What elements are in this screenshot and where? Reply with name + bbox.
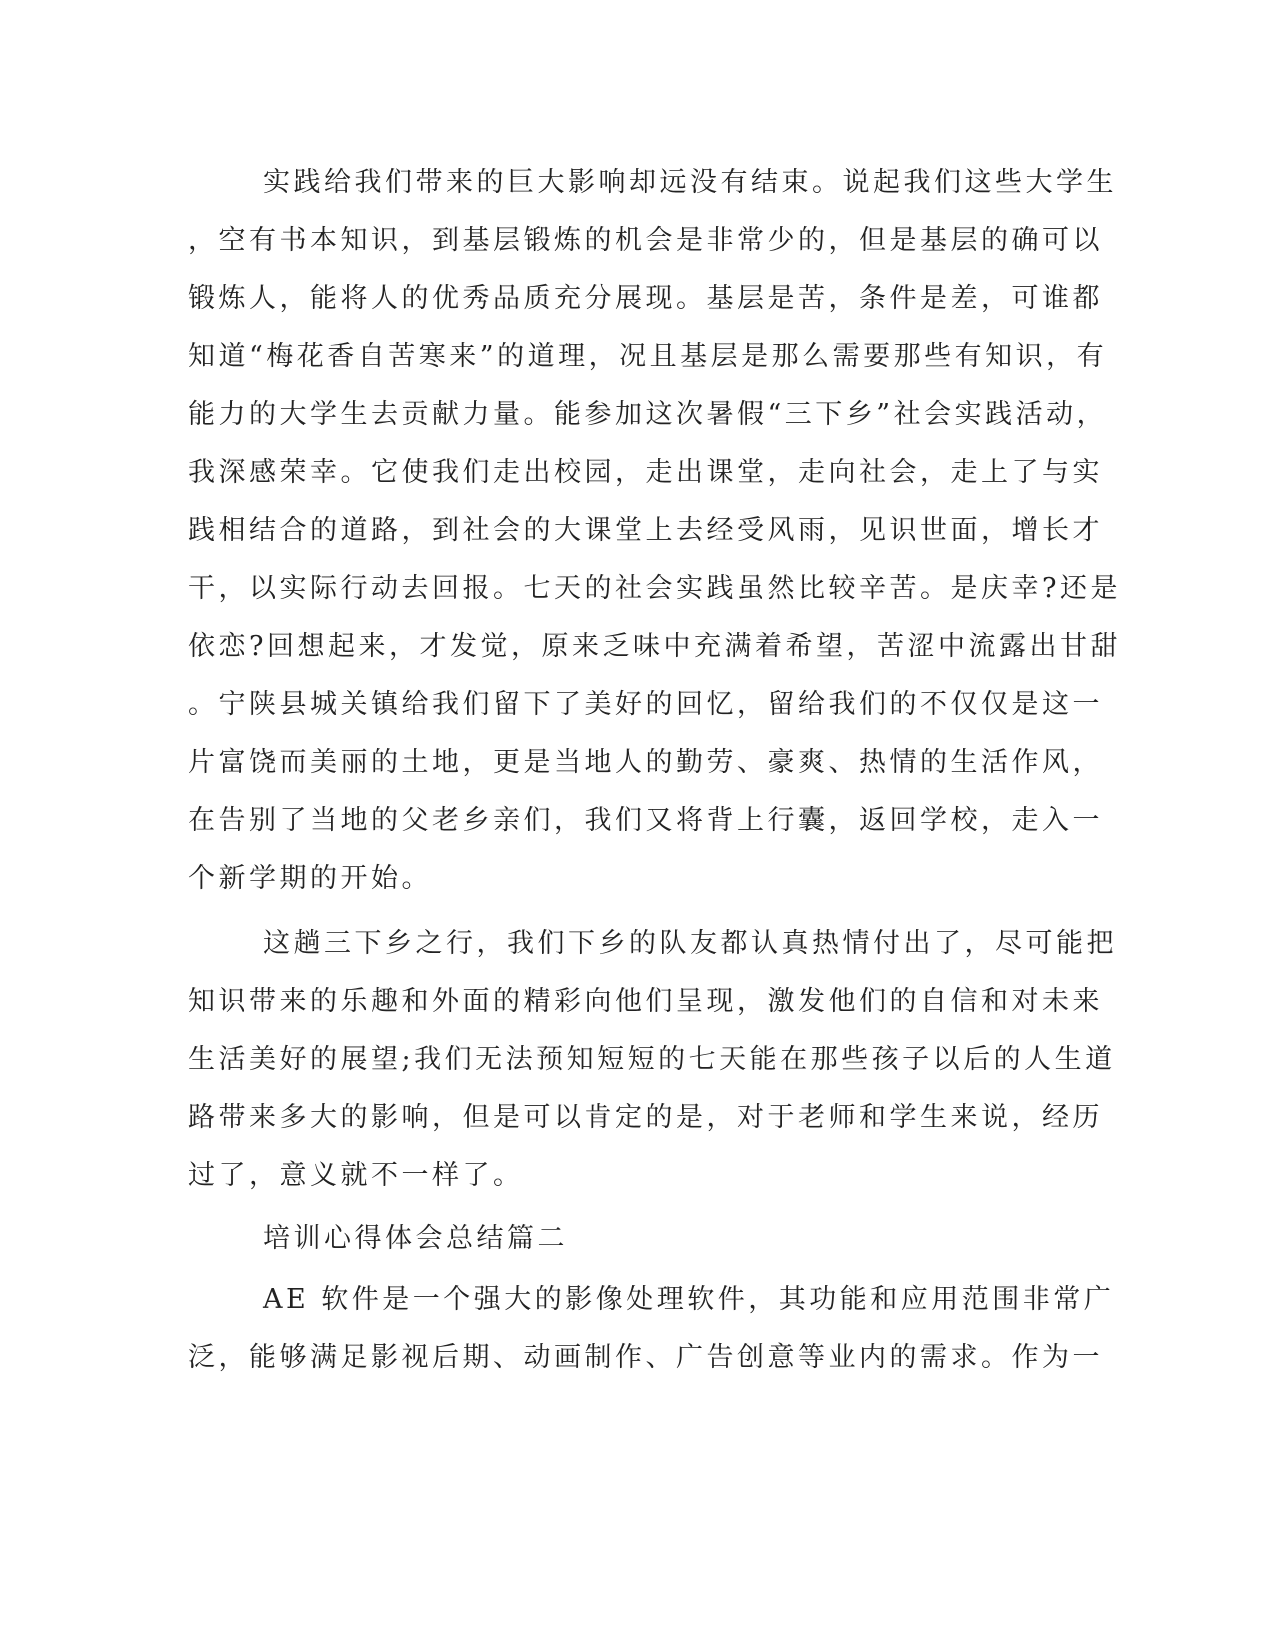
- paragraph-2-line-2: 知识带来的乐趣和外面的精彩向他们呈现，激发他们的自信和对未来: [188, 986, 1103, 1017]
- paragraph-3-line-2: 泛，能够满足影视后期、动画制作、广告创意等业内的需求。作为一: [188, 1342, 1103, 1373]
- paragraph-1-line-10: 。宁陕县城关镇给我们留下了美好的回忆，留给我们的不仅仅是这一: [188, 689, 1103, 720]
- paragraph-1-line-5: 能力的大学生去贡献力量。能参加这次暑假“三下乡”社会实践活动，: [188, 399, 1108, 430]
- paragraph-1-line-1: 实践给我们带来的巨大影响却远没有结束。说起我们这些大学生: [263, 167, 1117, 198]
- paragraph-3-line-1: AE 软件是一个强大的影像处理软件，其功能和应用范围非常广: [263, 1284, 1115, 1315]
- paragraph-1-line-12: 在告别了当地的父老乡亲们，我们又将背上行囊，返回学校，走入一: [188, 805, 1103, 836]
- paragraph-1-line-2: ，空有书本知识，到基层锻炼的机会是非常少的，但是基层的确可以: [188, 225, 1103, 256]
- paragraph-1-line-11: 片富饶而美丽的土地，更是当地人的勤劳、豪爽、热情的生活作风，: [188, 747, 1103, 778]
- paragraph-1-line-9: 依恋?回想起来，才发觉，原来乏味中充满着希望，苦涩中流露出甘甜: [188, 631, 1121, 662]
- paragraph-2-line-1: 这趟三下乡之行，我们下乡的队友都认真热情付出了，尽可能把: [263, 928, 1117, 959]
- paragraph-2-line-5: 过了，意义就不一样了。: [188, 1160, 524, 1191]
- paragraph-2-line-3: 生活美好的展望;我们无法预知短短的七天能在那些孩子以后的人生道: [188, 1044, 1116, 1075]
- paragraph-1-line-7: 践相结合的道路，到社会的大课堂上去经受风雨，见识世面，增长才: [188, 515, 1103, 546]
- paragraph-1-line-3: 锻炼人，能将人的优秀品质充分展现。基层是苦，条件是差，可谁都: [188, 283, 1103, 314]
- paragraph-1-line-8: 干，以实际行动去回报。七天的社会实践虽然比较辛苦。是庆幸?还是: [188, 573, 1121, 604]
- paragraph-1-line-13: 个新学期的开始。: [188, 863, 432, 894]
- paragraph-2-line-4: 路带来多大的影响，但是可以肯定的是，对于老师和学生来说，经历: [188, 1102, 1103, 1133]
- paragraph-1-line-6: 我深感荣幸。它使我们走出校园，走出课堂，走向社会，走上了与实: [188, 457, 1103, 488]
- section-heading: 培训心得体会总结篇二: [263, 1223, 568, 1254]
- paragraph-1-line-4: 知道“梅花香自苦寒来”的道理，况且基层是那么需要那些有知识，有: [188, 341, 1108, 372]
